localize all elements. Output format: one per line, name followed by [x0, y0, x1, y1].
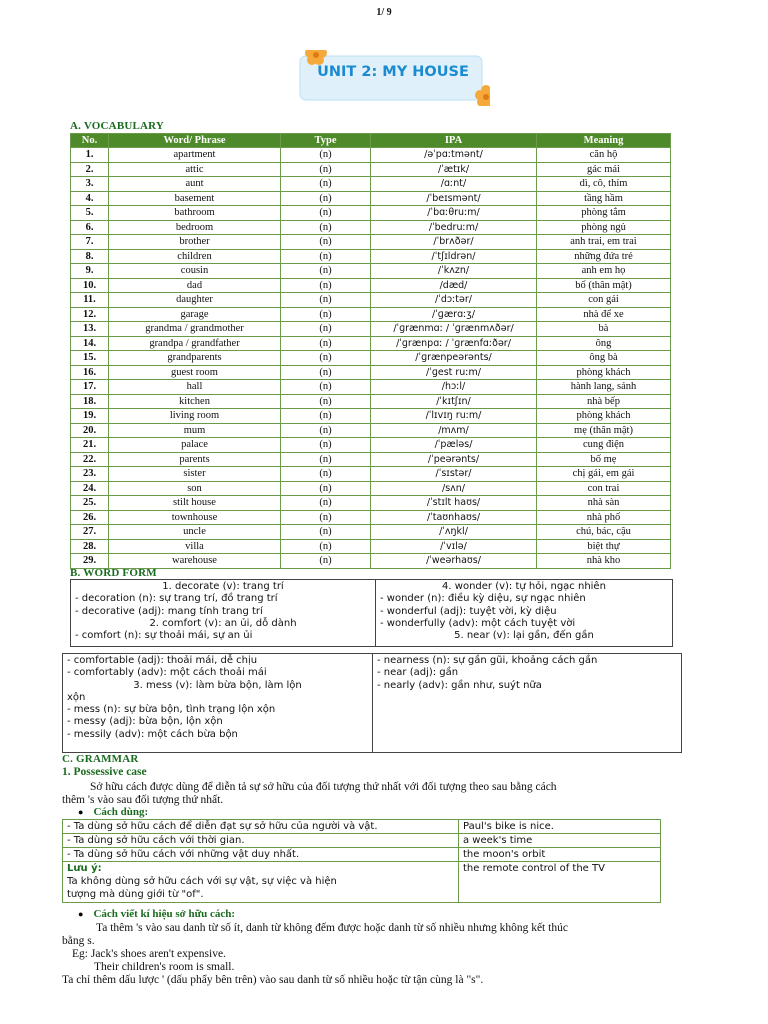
vocab-ipa: /ˈsɪstər/ [371, 467, 537, 482]
apostrophe-rule: Ta chỉ thêm dấu lược ' (dấu phẩy bên trên) vào sau danh từ số nhiều hoặc từ tận cùng là "s". [62, 974, 484, 986]
vocab-ipa: /ˈtʃɪldrən/ [371, 249, 537, 264]
vocab-ipa: /dæd/ [371, 278, 537, 293]
word-form-box-2 [62, 653, 682, 753]
word-form-line: - near (adj): gần [377, 667, 459, 679]
vocab-type: (n) [281, 365, 371, 380]
vocab-row [71, 220, 671, 235]
header-no: No. [71, 134, 109, 148]
vocab-meaning: hành lang, sảnh [537, 380, 671, 395]
vocab-word: aunt [109, 177, 281, 192]
vocab-meaning: nhà bếp [537, 394, 671, 409]
vocab-row [71, 467, 671, 482]
vocab-word: hall [109, 380, 281, 395]
word-form-line: 5. near (v): lại gần, đến gần [454, 630, 594, 642]
vocab-meaning: phòng tắm [537, 206, 671, 221]
vocab-row [71, 264, 671, 279]
usage-row [63, 820, 661, 834]
vocab-row [71, 496, 671, 511]
vocab-type: (n) [281, 423, 371, 438]
vocab-type: (n) [281, 220, 371, 235]
note-example: the remote control of the TV [459, 862, 661, 903]
unit-title: UNIT 2: MY HOUSE [317, 64, 469, 80]
vocab-row [71, 365, 671, 380]
vocab-meaning: bà [537, 322, 671, 337]
vocab-ipa: /ˈbedruːm/ [371, 220, 537, 235]
vocab-ipa: /ˈɡærɑːʒ/ [371, 307, 537, 322]
vocab-row [71, 249, 671, 264]
vocab-no: 13. [71, 322, 109, 337]
vocab-no: 28. [71, 539, 109, 554]
vocab-row [71, 235, 671, 250]
note-line-2: tượng mà dùng giới từ "of". [67, 889, 204, 900]
vocab-ipa: /mʌm/ [371, 423, 537, 438]
vocab-no: 20. [71, 423, 109, 438]
vocab-no: 14. [71, 336, 109, 351]
word-form-line: 2. comfort (v): an ủi, dỗ dành [149, 617, 297, 629]
vocab-no: 21. [71, 438, 109, 453]
vocab-type: (n) [281, 452, 371, 467]
vocab-no: 2. [71, 162, 109, 177]
word-form-line: - nearly (adv): gần như, suýt nữa [377, 679, 542, 691]
word-form-line: - wonderful (adj): tuyệt vời, kỳ diệu [380, 605, 557, 617]
vocab-row [71, 191, 671, 206]
vocab-row [71, 510, 671, 525]
vocab-meaning: chú, bác, cậu [537, 525, 671, 540]
vocab-row [71, 481, 671, 496]
vocab-row [71, 307, 671, 322]
vocab-row [71, 438, 671, 453]
vocab-meaning: mẹ (thân mật) [537, 423, 671, 438]
vocab-row [71, 177, 671, 192]
word-form-line: - comfortable (adj): thoải mái, dễ chịu [67, 655, 258, 666]
vocab-type: (n) [281, 380, 371, 395]
vocab-row [71, 278, 671, 293]
word-form-box-1 [70, 579, 673, 647]
usage-example: Paul's bike is nice. [459, 820, 661, 834]
vocab-type: (n) [281, 438, 371, 453]
word-form-line: 4. wonder (v): tự hỏi, ngạc nhiên [442, 581, 606, 592]
vocab-word: mum [109, 423, 281, 438]
word-form-line: xộn [67, 691, 86, 703]
vocab-row [71, 322, 671, 337]
word-form-line: 1. decorate (v): trang trí [162, 581, 284, 592]
vocab-ipa: /ˈɡrænmɑː / ˈɡrænmʌðər/ [371, 322, 537, 337]
vocab-type: (n) [281, 249, 371, 264]
vocab-meaning: nhà để xe [537, 307, 671, 322]
example-2: Their children's room is small. [94, 961, 235, 973]
possessive-intro-line-2: thêm 's vào sau đối tượng thứ nhất. [62, 794, 224, 806]
vocab-no: 3. [71, 177, 109, 192]
page-number: 1/ 9 [376, 7, 392, 18]
word-form-line: - messy (adj): bừa bộn, lộn xộn [67, 716, 223, 728]
vocab-meaning: bố mẹ [537, 452, 671, 467]
vocab-meaning: bố (thân mật) [537, 278, 671, 293]
vocab-no: 23. [71, 467, 109, 482]
usage-rule: - Ta dùng sở hữu cách để diễn đạt sự sở hữu của người và vật. [63, 820, 459, 834]
vocab-meaning: nhà phố [537, 510, 671, 525]
vocab-no: 9. [71, 264, 109, 279]
vocab-no: 24. [71, 481, 109, 496]
vocab-ipa: /ˈɡrænpeərənts/ [371, 351, 537, 366]
vocab-type: (n) [281, 394, 371, 409]
symbol-rule-line-1: Ta thêm 's vào sau danh từ số ít, danh từ không đếm được hoặc danh từ số nhiều nhưng không kết thúc [96, 922, 568, 934]
vocab-word: guest room [109, 365, 281, 380]
vocab-ipa: /ˈpæləs/ [371, 438, 537, 453]
vocab-meaning: phòng khách [537, 365, 671, 380]
vocab-type: (n) [281, 336, 371, 351]
vocab-meaning: tầng hầm [537, 191, 671, 206]
vocab-meaning: chị gái, em gái [537, 467, 671, 482]
vocab-word: apartment [109, 148, 281, 163]
vocab-row [71, 539, 671, 554]
vocab-no: 5. [71, 206, 109, 221]
vocab-meaning: ông [537, 336, 671, 351]
vocab-type: (n) [281, 307, 371, 322]
vocab-meaning: nhà kho [537, 554, 671, 569]
vocab-type: (n) [281, 351, 371, 366]
word-form-line: - nearness (n): sự gần gũi, khoảng cách gần [377, 655, 598, 666]
vocab-ipa: /ˈɡest ruːm/ [371, 365, 537, 380]
vocab-type: (n) [281, 554, 371, 569]
vocab-meaning: nhà sàn [537, 496, 671, 511]
usage-example: the moon's orbit [459, 848, 661, 862]
section-a-title: A. VOCABULARY [70, 120, 165, 132]
word-form-left-column [63, 654, 373, 752]
vocab-type: (n) [281, 467, 371, 482]
word-form-line: 3. mess (v): làm bừa bộn, làm lộn [133, 679, 302, 691]
vocab-word: parents [109, 452, 281, 467]
vocab-no: 19. [71, 409, 109, 424]
vocab-word: warehouse [109, 554, 281, 569]
vocab-no: 26. [71, 510, 109, 525]
possessive-case-title: 1. Possessive case [62, 766, 147, 778]
word-form-line: - comfort (n): sự thoải mái, sự an ủi [75, 630, 253, 642]
vocab-word: cousin [109, 264, 281, 279]
vocab-ipa: /ˈpeərənts/ [371, 452, 537, 467]
note-title: Lưu ý: [67, 863, 102, 874]
vocab-type: (n) [281, 510, 371, 525]
section-b-title: B. WORD FORM [70, 567, 157, 579]
vocab-word: children [109, 249, 281, 264]
vocab-word: garage [109, 307, 281, 322]
header-meaning: Meaning [537, 134, 671, 148]
vocab-row [71, 409, 671, 424]
vocab-row [71, 351, 671, 366]
vocab-no: 7. [71, 235, 109, 250]
vocab-ipa: /ˈætɪk/ [371, 162, 537, 177]
usage-note-row [63, 862, 661, 903]
vocab-word: attic [109, 162, 281, 177]
vocab-meaning: con gái [537, 293, 671, 308]
vocab-ipa: /ˈkɪtʃɪn/ [371, 394, 537, 409]
usage-example: a week's time [459, 834, 661, 848]
vocab-word: villa [109, 539, 281, 554]
vocab-word: brother [109, 235, 281, 250]
vocab-meaning: ông bà [537, 351, 671, 366]
vocab-no: 18. [71, 394, 109, 409]
vocab-word: sister [109, 467, 281, 482]
usage-row [63, 848, 661, 862]
vocab-no: 6. [71, 220, 109, 235]
usage-heading: ● Cách dùng: [78, 806, 148, 818]
vocab-ipa: /ˈvɪlə/ [371, 539, 537, 554]
word-form-line: - messily (adv): một cách bừa bộn [67, 728, 238, 740]
vocab-ipa: /sʌn/ [371, 481, 537, 496]
vocab-word: townhouse [109, 510, 281, 525]
vocab-no: 16. [71, 365, 109, 380]
vocab-no: 10. [71, 278, 109, 293]
vocab-word: son [109, 481, 281, 496]
header-word: Word/ Phrase [109, 134, 281, 148]
vocab-meaning: phòng ngủ [537, 220, 671, 235]
vocab-row [71, 336, 671, 351]
word-form-line: - wonderfully (adv): một cách tuyệt vời [380, 617, 576, 629]
vocab-row [71, 394, 671, 409]
vocab-row [71, 162, 671, 177]
vocab-ipa: /ˈlɪvɪŋ ruːm/ [371, 409, 537, 424]
vocab-meaning: dì, cô, thím [537, 177, 671, 192]
vocab-type: (n) [281, 162, 371, 177]
vocab-row [71, 148, 671, 163]
unit-banner [292, 50, 490, 102]
vocab-type: (n) [281, 525, 371, 540]
usage-table [62, 819, 661, 903]
vocab-ipa: /ˈɡrænpɑː / ˈɡrænfɑːðər/ [371, 336, 537, 351]
word-form-line: - mess (n): sự bừa bộn, tình trạng lộn xộn [67, 704, 276, 716]
vocab-no: 1. [71, 148, 109, 163]
vocab-no: 17. [71, 380, 109, 395]
vocab-no: 27. [71, 525, 109, 540]
vocab-meaning: cung điện [537, 438, 671, 453]
word-form-line: - decoration (n): sự trang trí, đồ trang trí [75, 593, 278, 605]
word-form-line: - decorative (adj): mang tính trang trí [75, 605, 263, 617]
vocab-no: 29. [71, 554, 109, 569]
vocab-meaning: anh trai, em trai [537, 235, 671, 250]
section-c-title: C. GRAMMAR [62, 753, 139, 765]
vocab-type: (n) [281, 496, 371, 511]
vocab-no: 4. [71, 191, 109, 206]
vocab-type: (n) [281, 322, 371, 337]
vocab-ipa: /ˈdɔːtər/ [371, 293, 537, 308]
vocab-row [71, 423, 671, 438]
vocab-word: living room [109, 409, 281, 424]
vocab-ipa: /ˈbrʌðər/ [371, 235, 537, 250]
vocab-ipa: /ˈstɪlt haʊs/ [371, 496, 537, 511]
vocab-word: daughter [109, 293, 281, 308]
vocab-word: kitchen [109, 394, 281, 409]
vocab-no: 11. [71, 293, 109, 308]
vocab-type: (n) [281, 293, 371, 308]
vocab-word: basement [109, 191, 281, 206]
vocab-word: bedroom [109, 220, 281, 235]
vocab-ipa: /ˈweərhaʊs/ [371, 554, 537, 569]
vocab-ipa: /hɔːl/ [371, 380, 537, 395]
note-line-1: Ta không dùng sở hữu cách với sự vật, sự việc và hiện [67, 876, 337, 887]
vocab-type: (n) [281, 235, 371, 250]
word-form-line: - wonder (n): điều kỳ diệu, sự ngạc nhiên [380, 593, 586, 605]
vocab-no: 8. [71, 249, 109, 264]
word-form-left-column [71, 580, 376, 646]
vocab-ipa: /ˈtaʊnhaʊs/ [371, 510, 537, 525]
vocabulary-table [70, 133, 671, 569]
vocab-no: 25. [71, 496, 109, 511]
vocab-ipa: /əˈpɑːtmənt/ [371, 148, 537, 163]
vocab-ipa: /ˈbeɪsmənt/ [371, 191, 537, 206]
word-form-right-column [376, 580, 672, 646]
vocab-row [71, 293, 671, 308]
vocab-word: grandma / grandmother [109, 322, 281, 337]
vocab-ipa: /ˈkʌzn/ [371, 264, 537, 279]
usage-rule: - Ta dùng sở hữu cách với những vật duy nhất. [63, 848, 459, 862]
vocab-meaning: phòng khách [537, 409, 671, 424]
vocab-type: (n) [281, 409, 371, 424]
symbol-rule-line-2: bằng s. [62, 935, 95, 947]
vocab-meaning: biệt thự [537, 539, 671, 554]
vocab-type: (n) [281, 481, 371, 496]
vocab-header-row [71, 134, 671, 148]
vocab-row [71, 380, 671, 395]
vocab-row [71, 554, 671, 569]
vocab-meaning: căn hộ [537, 148, 671, 163]
vocab-type: (n) [281, 191, 371, 206]
vocab-meaning: anh em họ [537, 264, 671, 279]
word-form-line: - comfortably (adv): một cách thoải mái [67, 667, 267, 679]
vocab-ipa: /ˈʌŋkl/ [371, 525, 537, 540]
header-ipa: IPA [371, 134, 537, 148]
vocab-ipa: /ˈbɑːθruːm/ [371, 206, 537, 221]
vocab-row [71, 206, 671, 221]
vocab-type: (n) [281, 148, 371, 163]
vocab-type: (n) [281, 264, 371, 279]
vocab-type: (n) [281, 206, 371, 221]
usage-row [63, 834, 661, 848]
symbol-heading: ● Cách viết kí hiệu sở hữu cách: [78, 908, 235, 920]
vocab-word: stilt house [109, 496, 281, 511]
vocab-row [71, 525, 671, 540]
vocab-meaning: con trai [537, 481, 671, 496]
vocab-no: 12. [71, 307, 109, 322]
usage-rule: - Ta dùng sở hữu cách với thời gian. [63, 834, 459, 848]
vocab-row [71, 452, 671, 467]
vocab-meaning: những đứa trẻ [537, 249, 671, 264]
vocab-no: 22. [71, 452, 109, 467]
vocab-word: grandparents [109, 351, 281, 366]
vocab-word: uncle [109, 525, 281, 540]
vocab-ipa: /ɑːnt/ [371, 177, 537, 192]
vocab-word: grandpa / grandfather [109, 336, 281, 351]
vocab-word: bathroom [109, 206, 281, 221]
word-form-right-column [373, 654, 681, 752]
example-1: Eg: Jack's shoes aren't expensive. [72, 948, 226, 960]
vocab-meaning: gác mái [537, 162, 671, 177]
vocab-type: (n) [281, 539, 371, 554]
vocab-no: 15. [71, 351, 109, 366]
possessive-intro-line-1: Sở hữu cách được dùng để diễn tả sự sở hữu của đối tượng thứ nhất với đối tượng theo sau bằng cách [90, 781, 557, 793]
vocab-word: dad [109, 278, 281, 293]
vocab-word: palace [109, 438, 281, 453]
header-type: Type [281, 134, 371, 148]
vocab-type: (n) [281, 177, 371, 192]
vocab-type: (n) [281, 278, 371, 293]
